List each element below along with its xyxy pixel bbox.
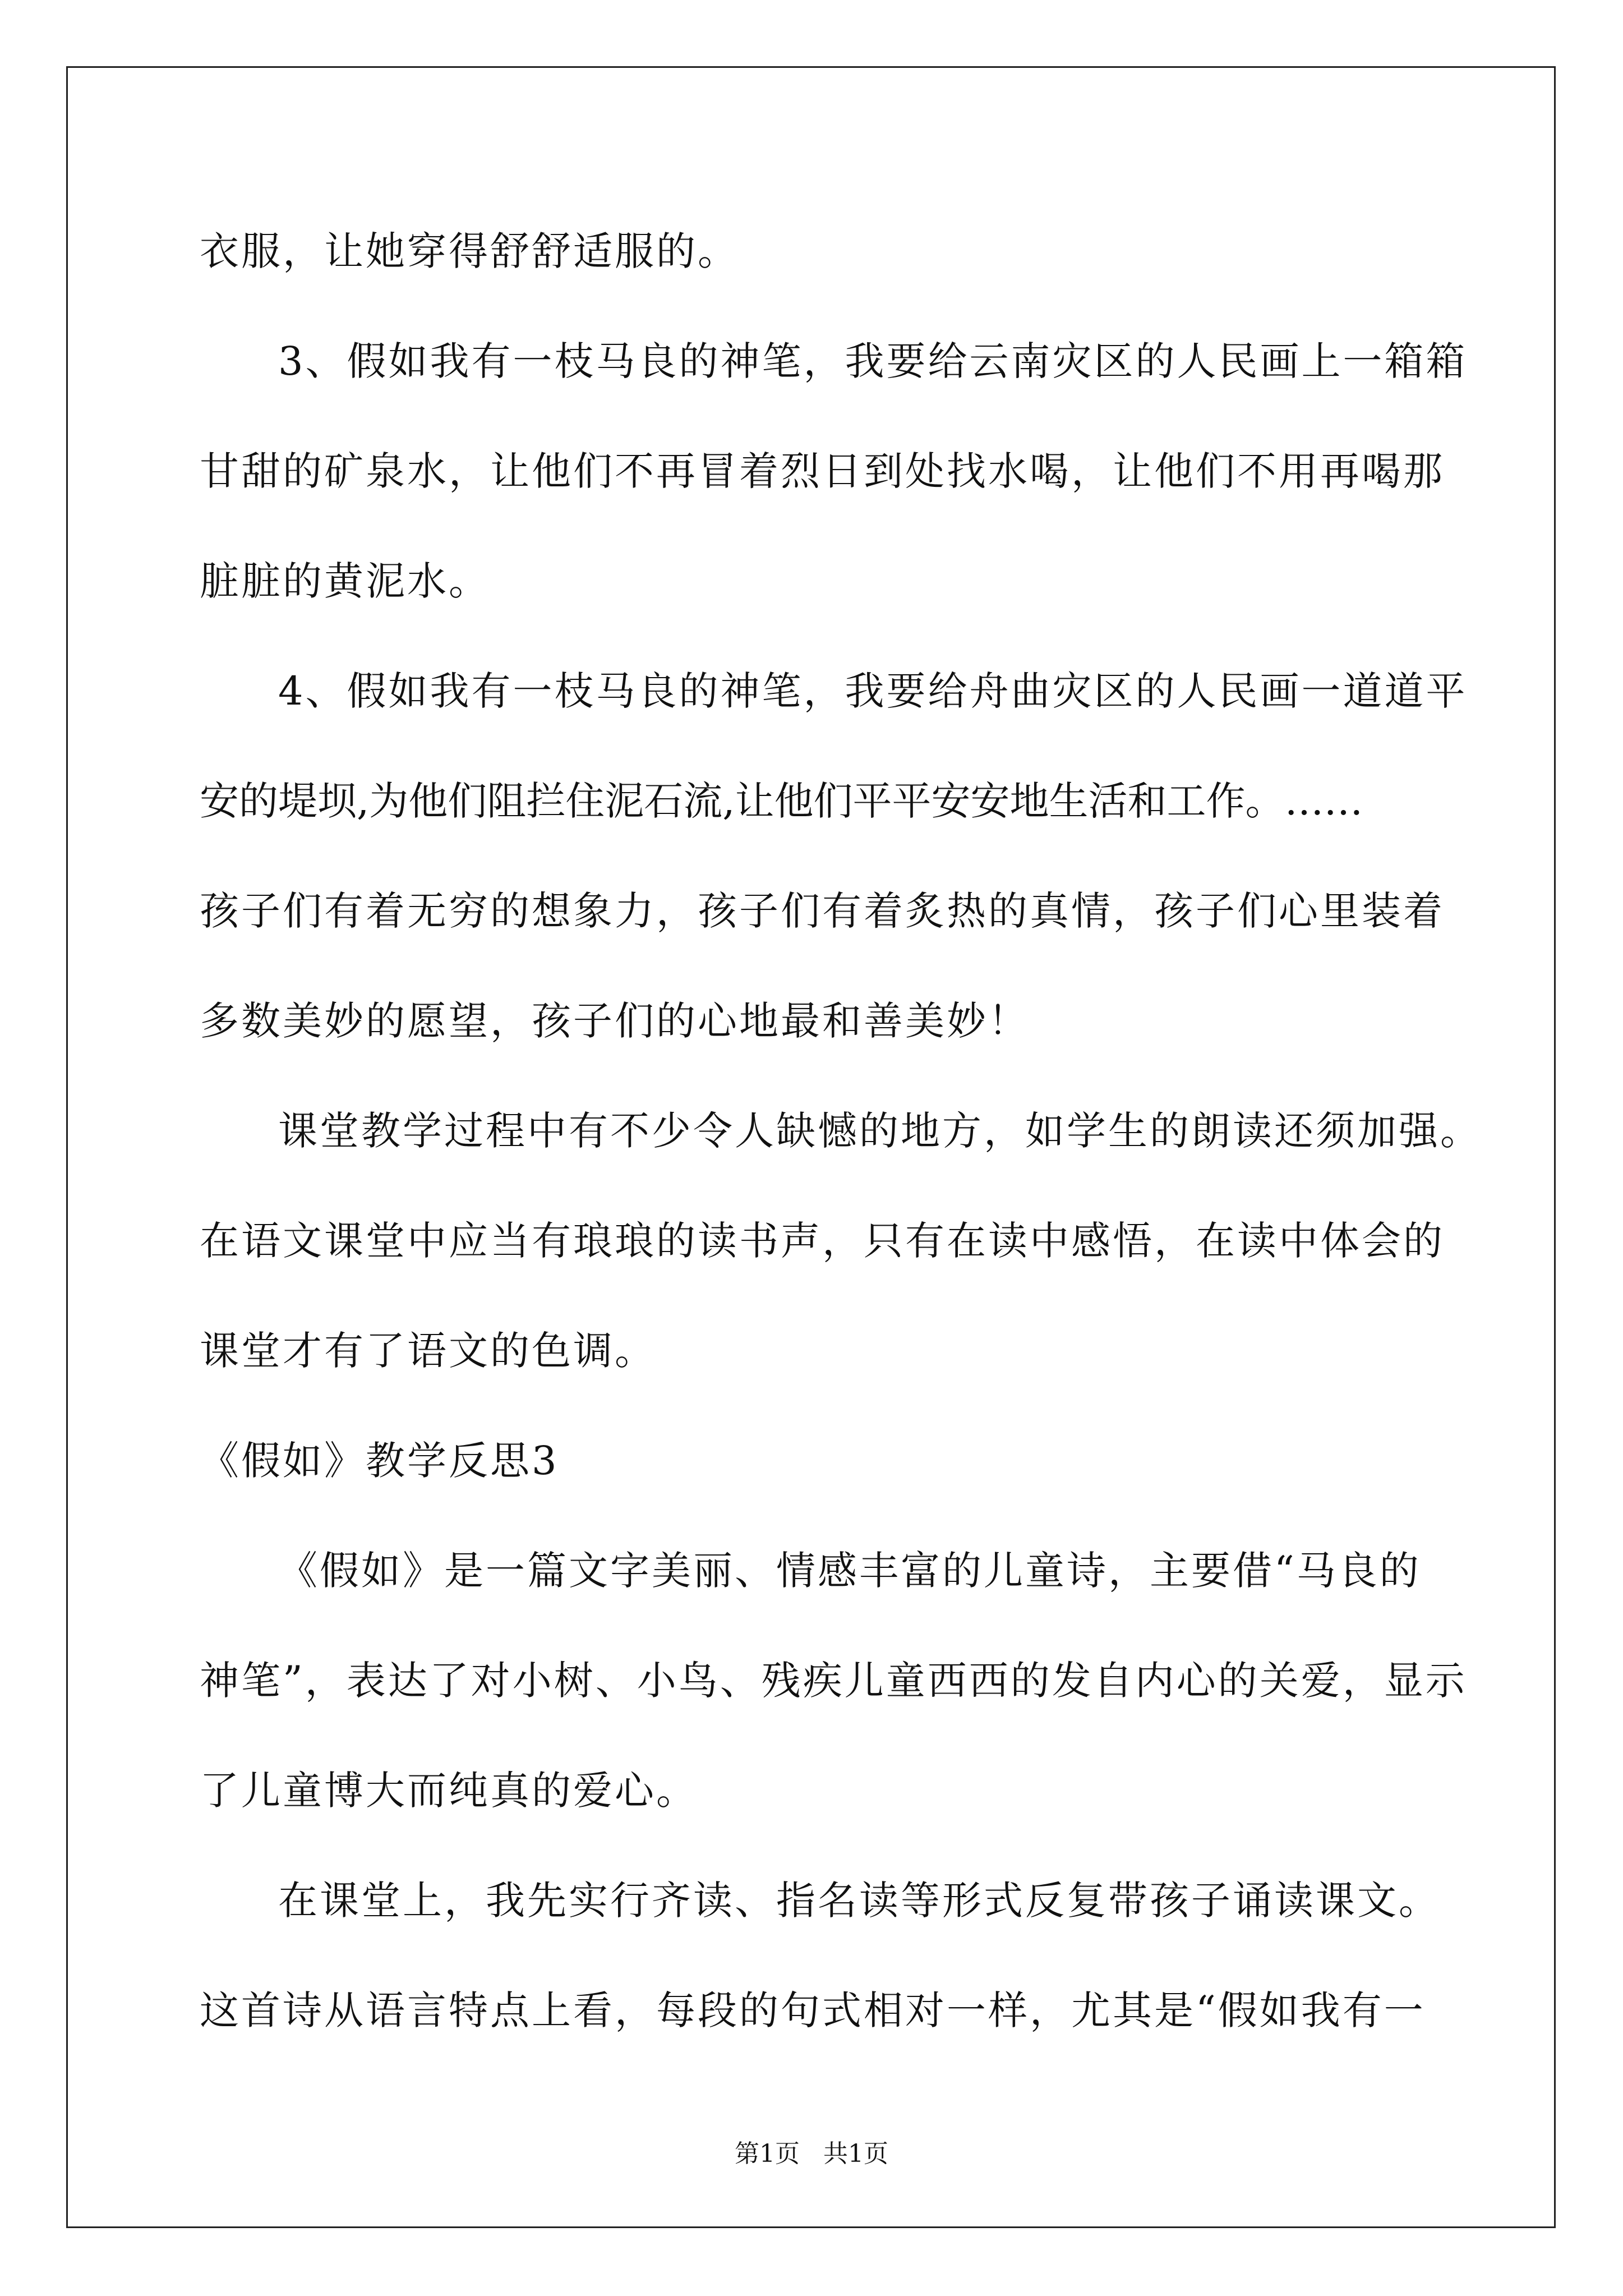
text-line: 安的堤坝,为他们阻拦住泥石流,让他们平平安安地生活和工作。…… — [200, 778, 1363, 824]
text-line: 了儿童博大而纯真的爱心。 — [200, 1768, 698, 1814]
text-line: 在语文课堂中应当有琅琅的读书声，只有在读中感悟，在读中体会的 — [200, 1218, 1445, 1264]
text-line: 3、假如我有一枝马良的神笔，我要给云南灾区的人民画上一箱箱 — [278, 338, 1468, 384]
text-line: 《假如》是一篇文字美丽、情感丰富的儿童诗，主要借“马良的 — [278, 1548, 1421, 1594]
text-line: 课堂才有了语文的色调。 — [200, 1328, 656, 1374]
text-line: 衣服，让她穿得舒舒适服的。 — [200, 228, 739, 274]
text-line: 脏脏的黄泥水。 — [200, 558, 490, 604]
text-line: 在课堂上，我先实行齐读、指名读等形式反复带孩子诵读课文。 — [278, 1878, 1440, 1924]
text-line: 4、假如我有一枝马良的神笔，我要给舟曲灾区的人民画一道道平 — [278, 668, 1468, 714]
text-line: 这首诗从语言特点上看，每段的句式相对一样，尤其是“假如我有一 — [200, 1987, 1426, 2033]
section-heading: 《假如》教学反思3 — [200, 1438, 559, 1484]
text-line: 孩子们有着无穷的想象力，孩子们有着炙热的真情，孩子们心里装着 — [200, 888, 1445, 934]
text-line: 甘甜的矿泉水，让他们不再冒着烈日到处找水喝，让他们不用再喝那 — [200, 448, 1445, 494]
page-total: 共1页 — [823, 2139, 888, 2168]
text-line: 多数美妙的愿望，孩子们的心地最和善美妙！ — [200, 998, 1030, 1044]
page-footer — [0, 2137, 1623, 2171]
text-line: 神笔”，表达了对小树、小鸟、残疾儿童西西的发自内心的关爱，显示 — [200, 1658, 1467, 1704]
document-body — [200, 196, 1482, 2065]
page-number: 第1页 — [735, 2139, 800, 2168]
text-line: 课堂教学过程中有不少令人缺憾的地方，如学生的朗读还须加强。 — [278, 1108, 1482, 1154]
